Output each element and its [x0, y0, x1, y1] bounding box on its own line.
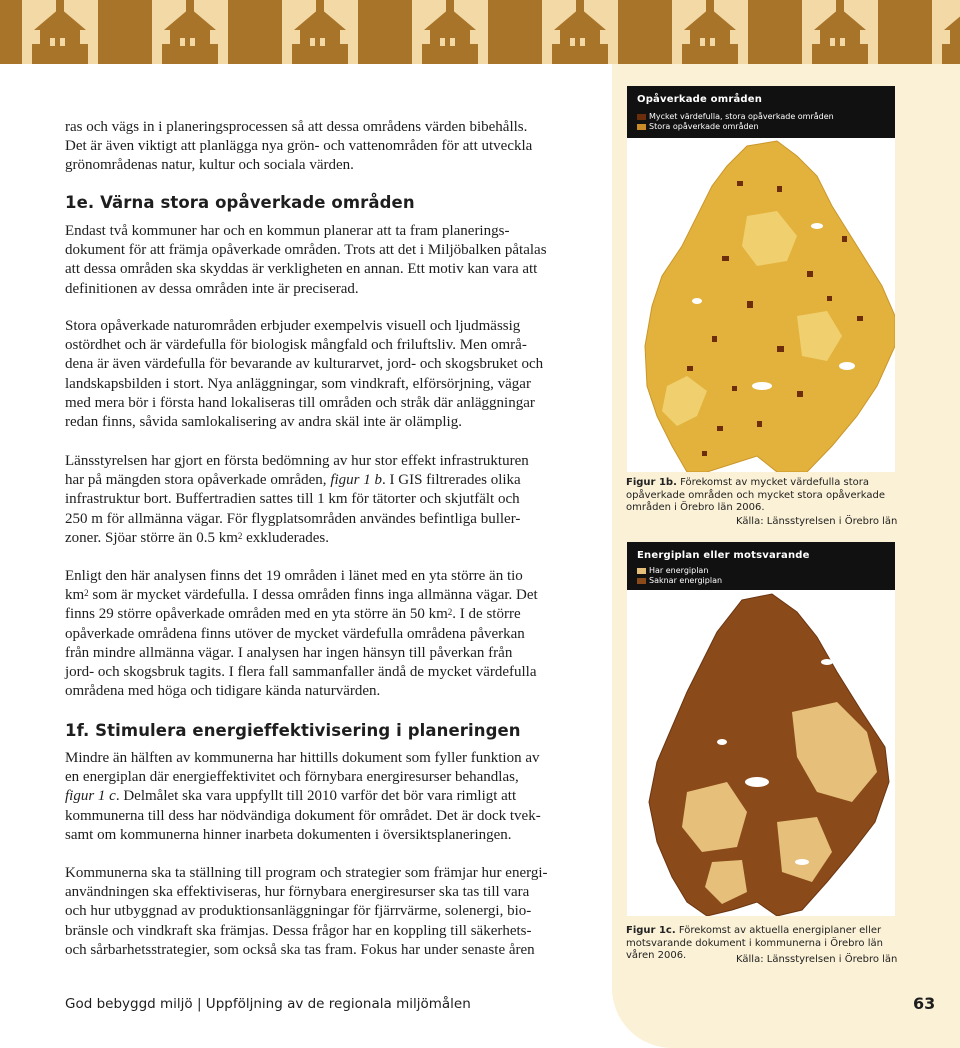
text-line: 250 m för allmänna vägar. För flygplatsområden användes befintliga buller-	[65, 510, 521, 527]
text-line	[65, 586, 565, 605]
text-line	[65, 471, 565, 490]
section-heading-1f: 1f. Stimulera energieffektivisering i planeringen	[65, 721, 521, 740]
text-span: exkluderades.	[242, 529, 330, 546]
caption-line: våren 2006.	[626, 950, 687, 961]
text-line: Enligt den här analysen finns det 19 områden i länet med en yta större än tio	[65, 568, 523, 584]
paragraph-1f-1	[65, 749, 565, 845]
caption-text: Förekomst av aktuella energiplaner eller	[678, 925, 882, 936]
paragraph-1e-1	[65, 222, 565, 299]
superscript: 2	[447, 607, 453, 618]
paragraph-1f-2	[65, 864, 565, 960]
text-line: Det är även viktigt att planlägga nya grön- och vattenområden för att utveckla	[65, 138, 533, 155]
caption-line	[626, 925, 896, 938]
text-line: Länsstyrelsen har gjort en första bedömning av hur stor effekt infrastrukturen	[65, 453, 529, 469]
text-line: Stora opåverkade naturområden erbjuder exempelvis visuell och ljudmässig	[65, 318, 521, 334]
header-banner	[0, 0, 960, 64]
legend-item	[637, 576, 722, 585]
map-title-1b: Opåverkade områden	[637, 94, 763, 105]
legend-label: Mycket värdefulla, stora opåverkade områden	[649, 112, 834, 121]
legend-label: Stora opåverkade områden	[649, 122, 759, 131]
text-line: och hur utbyggnad av produktionsanläggningar för fjärrvärme, solenergi, bio-	[65, 903, 532, 920]
map-opaverkade-omraden	[627, 86, 895, 472]
text-line: dena är även värdefulla för bevarande av kulturarvet, jord- och skogsbruket och	[65, 356, 544, 373]
legend-swatch	[637, 568, 646, 574]
text-span: har på mängden stora opåverkade områden,	[65, 472, 331, 489]
map-figure-1c	[627, 542, 895, 916]
text-span: som är mycket värdefulla. I dessa områden finns inga allmänna vägar. Det	[88, 587, 538, 604]
superscript: 2	[237, 530, 243, 541]
text-line: ostördhet och är värdefulla för biologisk mångfald och friluftsliv. Men områ-	[65, 337, 527, 354]
text-line: att dessa områden ska skyddas är verkligheten en annan. Ett motiv kan vara att	[65, 261, 538, 278]
map-title-1c: Energiplan eller motsvarande	[637, 550, 810, 561]
text-line: en energiplan där energieffektivitet och förnybara energiresurser behandlas,	[65, 769, 519, 786]
text-span: zoner. Sjöar större än 0.5 km	[65, 529, 238, 546]
text-line: områdena med höga och tidigare kända naturvärden.	[65, 683, 381, 700]
text-span: finns 29 större opåverkade områden med en yta större än 50 km	[65, 606, 448, 623]
source-1c: Källa: Länsstyrelsen i Örebro län	[736, 954, 898, 965]
text-span: . Delmålet ska vara uppfyllt till 2010 varför det bör vara rimligt att	[115, 788, 517, 805]
text-line: Mindre än hälften av kommunerna har hittills dokument som fyller funktion av	[65, 750, 540, 766]
text-line: från mindre allmänna vägar. I analysen har ingen hänsyn till påverkan från	[65, 644, 513, 661]
text-line: kommunerna till dess har nödvändiga dokument för området. Det är dock tvek-	[65, 807, 541, 824]
footer-text: God bebyggd miljö | Uppföljning av de regionala miljömålen	[65, 996, 471, 1012]
caption-label: Figur 1b.	[626, 477, 677, 488]
castle-pattern-icon	[0, 0, 960, 64]
text-line: användningen ska effektiviseras, hur förnybara energiresurser ska tas till vara	[65, 884, 530, 901]
intro-paragraph	[65, 118, 565, 176]
caption-label: Figur 1c.	[626, 925, 676, 936]
legend-swatch	[637, 114, 646, 120]
text-line: dokument för att främja opåverkade områden. Trots att det i Miljöbalken påtalas	[65, 242, 547, 259]
source-1b: Källa: Länsstyrelsen i Örebro län	[736, 516, 898, 527]
text-line: Kommunerna ska ta ställning till program och strategier som främjar hur energi-	[65, 865, 548, 881]
text-line: och sårbarhetsstrategier, som också ska tas fram. Fokus har under senaste åren	[65, 941, 535, 958]
text-line: med mera bör i första hand lokaliseras till områden och stråk där anläggningar	[65, 394, 535, 411]
paragraph-1e-4	[65, 567, 565, 701]
text-line	[65, 787, 565, 806]
legend-swatch	[637, 578, 646, 584]
text-line	[65, 605, 565, 624]
legend-swatch	[637, 124, 646, 130]
legend-item	[637, 566, 708, 575]
caption-line: områden i Örebro län 2006.	[626, 502, 765, 513]
text-span: . I GIS filtrerades olika	[382, 472, 521, 489]
figure-reference: figur 1 c	[65, 788, 116, 805]
text-span: . I de större	[452, 606, 521, 623]
text-span: km	[65, 587, 85, 604]
paragraph-1e-3	[65, 452, 565, 548]
text-line: Endast två kommuner har och en kommun planerar att ta fram planerings-	[65, 223, 510, 239]
legend-item	[637, 122, 759, 131]
map-figure-1b	[627, 86, 895, 472]
figure-reference: figur 1 b	[330, 472, 382, 489]
text-line: jord- och skogsbruk tagits. I flera fall sammanfaller ändå de mycket värdefulla	[65, 664, 537, 681]
caption-line: motsvarande dokument i kommunerna i Örebro län	[626, 937, 883, 949]
text-line	[65, 529, 565, 548]
text-line: ras och vägs in i planeringsprocessen så att dessa områdens värden bibehålls.	[65, 119, 528, 135]
text-line: grönområdenas natur, kultur och sociala värden.	[65, 157, 354, 174]
caption-line	[626, 477, 896, 490]
superscript: 2	[84, 588, 89, 599]
caption-1b	[626, 477, 896, 515]
legend-label: Har energiplan	[649, 566, 709, 575]
map-energiplan	[627, 542, 895, 916]
legend-label: Saknar energiplan	[649, 576, 723, 585]
section-heading-1e: 1e. Värna stora opåverkade områden	[65, 193, 415, 212]
text-line: infrastruktur bort. Buffertradien sattes till 1 km för tätorter och skjutfält och	[65, 491, 520, 508]
text-line: definitionen av dessa områden inte är preciserad.	[65, 280, 359, 297]
legend-item	[637, 112, 834, 121]
text-line: samt om kommunerna hinner inarbeta dokumenten i översiktsplaneringen.	[65, 826, 512, 843]
text-line: redan finns, såvida samlokalisering av andra skäl inte är olämplig.	[65, 414, 462, 431]
caption-text: Förekomst av mycket värdefulla stora	[680, 477, 869, 488]
paragraph-1e-2	[65, 317, 565, 432]
caption-line: opåverkade områden och mycket stora opåverkade	[626, 489, 885, 501]
page-number: 63	[913, 994, 936, 1013]
text-line: landskapsbilden i stort. Nya anläggningar, som vindkraft, elförsörjning, vägar	[65, 375, 531, 392]
text-line: bränsle och vindkraft ska främjas. Dessa frågor har en koppling till säkerhets-	[65, 922, 532, 939]
text-line: opåverkade områdena finns utöver de mycket värdefulla områdena påverkan	[65, 625, 525, 642]
